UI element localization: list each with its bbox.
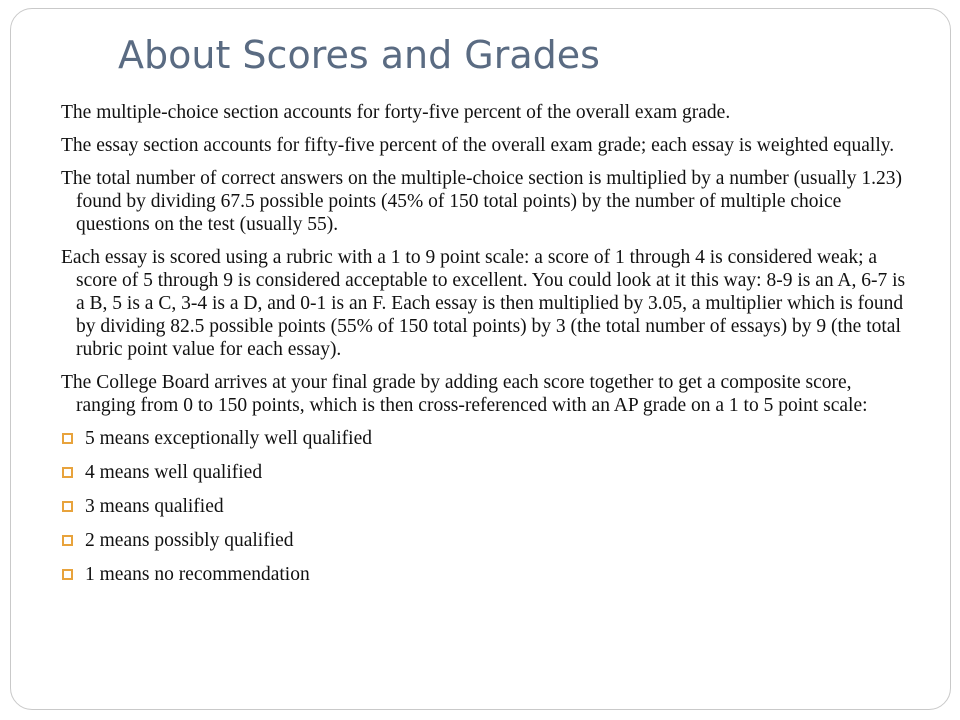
- list-item-label: 4 means well qualified: [85, 462, 263, 483]
- paragraph-essay-section: The essay section accounts for fifty-five percent of the overall exam grade; each essay is weighted equally.: [61, 135, 895, 156]
- list-item-label: 5 means exceptionally well qualified: [85, 428, 372, 449]
- grade-scale-list: [61, 427, 911, 586]
- paragraph-essay-rubric: Each essay is scored using a rubric with a 1 to 9 point scale: a score of 1 through 4 is considered weak; a score of 5 through 9 is considered acceptable to excellent. You could look at it this way: 8-9 is an A, 6-7 is a B, 5 is a C, 3-4 is a D, and 0-1 is an F. Each essay is then multiplied by 3.05, a multiplier which is found by dividing 82.5 possible points (55% of 150 total points) by 3 (the total number of essays) by 9 (the total rubric point value for each essay).: [61, 247, 906, 360]
- list-item: [61, 495, 911, 518]
- list-item-label: 1 means no recommendation: [85, 564, 310, 585]
- paragraph-multiplier: The total number of correct answers on the multiple-choice section is multiplied by a number (usually 1.23) found by dividing 67.5 possible points (45% of 150 total points) by the number of multiple choice questions on the test (usually 55).: [61, 168, 902, 235]
- slide-title: About Scores and Grades: [118, 33, 600, 77]
- slide-frame: [10, 8, 951, 710]
- checkbox-square-icon: [62, 433, 73, 444]
- list-item: [61, 461, 911, 484]
- checkbox-square-icon: [62, 501, 73, 512]
- checkbox-square-icon: [62, 535, 73, 546]
- slide-body: [61, 101, 911, 597]
- list-item-label: 2 means possibly qualified: [85, 530, 294, 551]
- checkbox-square-icon: [62, 467, 73, 478]
- checkbox-square-icon: [62, 569, 73, 580]
- paragraph-composite-score: The College Board arrives at your final grade by adding each score together to get a composite score, ranging from 0 to 150 points, which is then cross-referenced with an AP grade on a 1 to 5 point scale:: [61, 372, 868, 416]
- paragraph-multiple-choice: The multiple-choice section accounts for forty-five percent of the overall exam grade.: [61, 102, 731, 123]
- list-item: [61, 563, 911, 586]
- list-item-label: 3 means qualified: [85, 496, 224, 517]
- list-item: [61, 529, 911, 552]
- list-item: [61, 427, 911, 450]
